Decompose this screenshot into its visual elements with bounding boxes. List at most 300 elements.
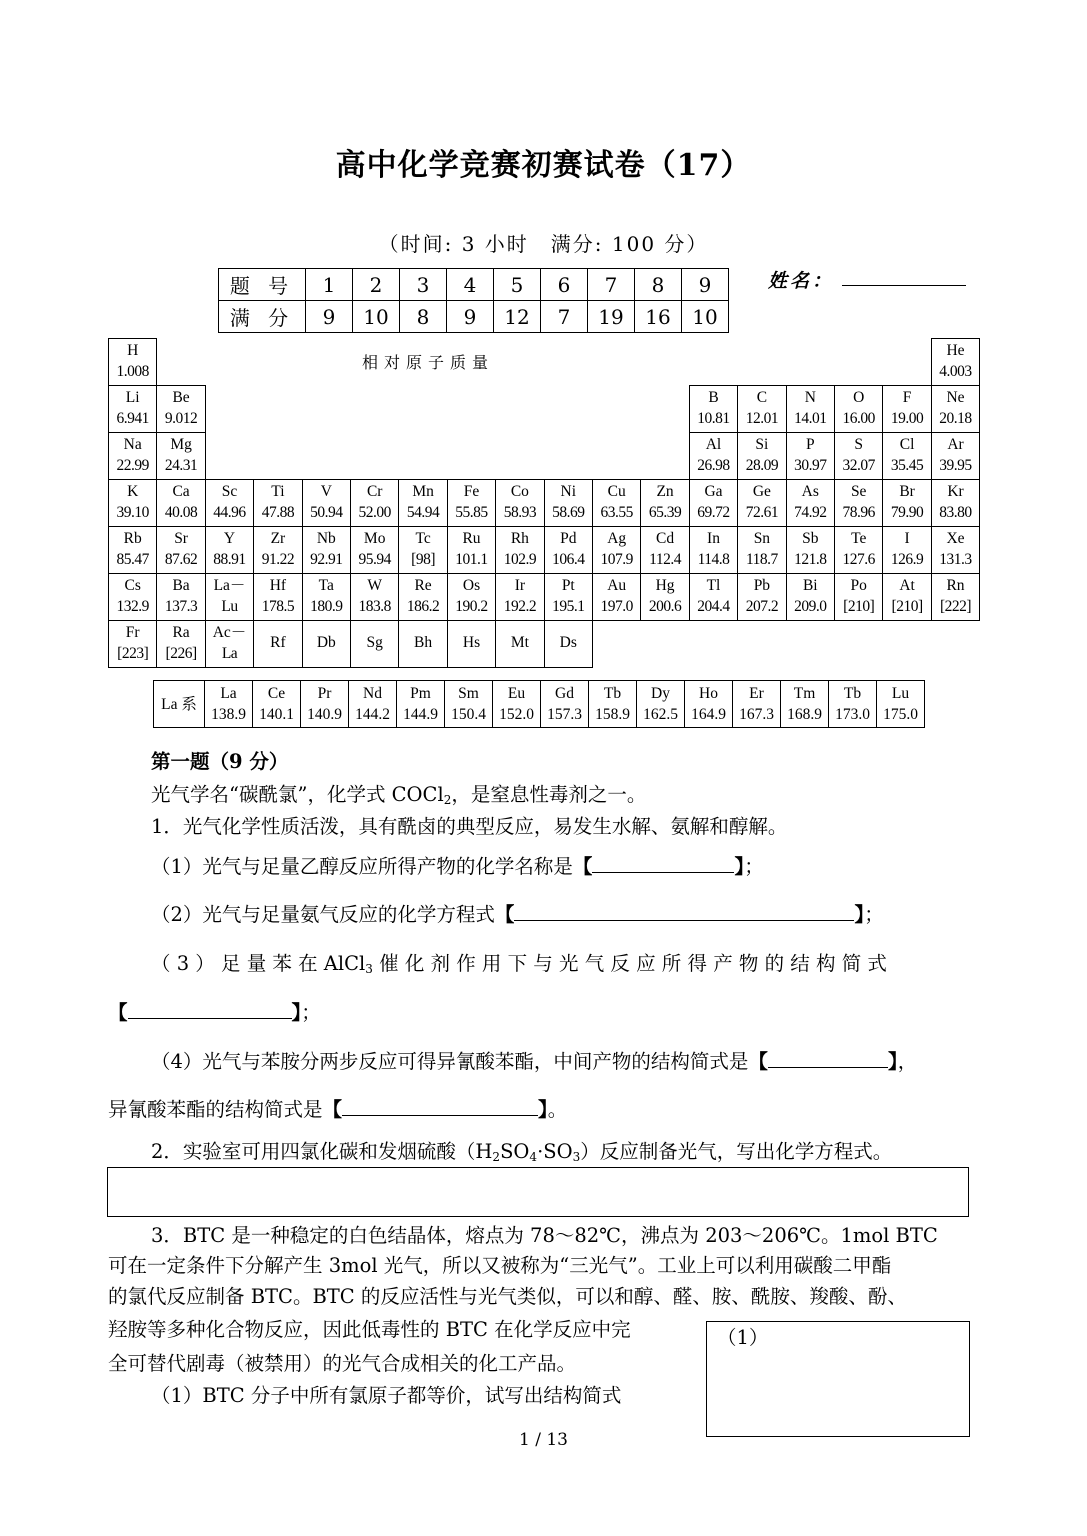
element-cell: [737, 479, 786, 527]
element-symbol: Ho: [699, 685, 718, 702]
element-symbol: Db: [316, 634, 336, 651]
element-symbol: N: [804, 389, 816, 406]
element-symbol: Ir: [514, 577, 526, 594]
element-mass: 95.94: [358, 551, 391, 568]
element-symbol: O: [853, 389, 865, 406]
element-symbol: Po: [850, 577, 867, 594]
element-cell: [592, 479, 641, 527]
question-1-part-1: 1．光气化学性质活泼，具有酰卤的典型反应，易发生水解、氨解和醇解。: [151, 815, 788, 838]
question-1-part-3-line-1: 3．BTC 是一种稳定的白色结晶体，熔点为 78～82℃，沸点为 203～206℃。1mol BTC: [151, 1224, 938, 1247]
element-mass: 157.3: [547, 706, 582, 723]
question-number: 6: [541, 269, 588, 301]
lanthanide-cell: [733, 681, 781, 728]
element-mass: 167.3: [739, 706, 774, 723]
question-1-intro: 光气学名“碳酰氯”，化学式 COCl$_2$，是窒息性毒剂之一。: [151, 783, 647, 807]
element-symbol: Lu: [891, 685, 910, 702]
element-symbol: Ac－: [212, 624, 247, 641]
element-cell: [689, 573, 738, 621]
element-mass: 9.012: [164, 410, 198, 427]
element-cell: [544, 526, 593, 574]
element-symbol: Pm: [410, 685, 431, 702]
score-table: [218, 268, 729, 333]
element-cell: [495, 620, 544, 668]
element-symbol: Ge: [752, 483, 771, 500]
element-symbol: Mn: [412, 483, 434, 500]
element-symbol: Er: [749, 685, 764, 702]
element-symbol: Eu: [507, 685, 526, 702]
element-cell: [302, 526, 351, 574]
element-symbol: Ga: [704, 483, 723, 500]
element-symbol: Nd: [363, 685, 382, 702]
element-symbol: Tb: [603, 685, 622, 702]
element-symbol: Mo: [363, 530, 386, 547]
exam-info: （时间: 3 小时 满分: 100 分）: [378, 232, 709, 256]
element-cell: [495, 526, 544, 574]
sub-question-3: （ 3 ） 足 量 苯 在 AlCl$_3$ 催 化 剂 作 用 下 与 光 气 反 应 所 得 产 物 的 结 构 简 式: [151, 952, 887, 976]
element-cell: [786, 573, 835, 621]
element-mass: 22.99: [116, 457, 149, 474]
element-mass: 102.9: [503, 551, 537, 568]
element-cell: [544, 479, 593, 527]
element-symbol: Tb: [843, 685, 862, 702]
element-symbol: Ti: [271, 483, 285, 500]
question-score: 10: [353, 301, 400, 333]
question-score: 8: [400, 301, 447, 333]
element-symbol: Cd: [656, 530, 675, 547]
lanthanide-cell: [397, 681, 445, 728]
element-symbol: Bi: [802, 577, 818, 594]
element-cell: [156, 573, 205, 621]
name-label: 姓名：: [768, 270, 835, 292]
score-table-row-numbers: [219, 269, 729, 301]
question-1-part-3-line-3: 的氯代反应制备 BTC。BTC 的反应活性与光气类似，可以和醇、醛、胺、酰胺、羧酸、酚、: [108, 1285, 907, 1308]
element-cell: [786, 432, 835, 480]
element-symbol: Si: [755, 436, 769, 453]
sub-question-2: （2）光气与足量氨气反应的化学方程式【 】；: [151, 903, 884, 926]
element-mass: 175.0: [883, 706, 918, 723]
element-mass: 164.9: [691, 706, 726, 723]
element-mass: 127.6: [842, 551, 875, 568]
element-cell: [786, 385, 835, 433]
element-cell: [931, 573, 980, 621]
element-symbol: Kr: [947, 483, 964, 500]
element-symbol: Tc: [415, 530, 431, 547]
element-mass: 10.81: [697, 410, 730, 427]
element-mass: 112.4: [649, 551, 681, 568]
element-cell: [108, 479, 157, 527]
element-symbol: Rh: [510, 530, 529, 547]
element-cell: [495, 479, 544, 527]
element-symbol: At: [899, 577, 915, 594]
element-symbol: He: [946, 342, 965, 359]
element-mass: 20.18: [939, 410, 972, 427]
question-score: 10: [682, 301, 729, 333]
element-cell: [882, 479, 931, 527]
element-mass: 144.9: [403, 706, 438, 723]
element-symbol: Pb: [753, 577, 771, 594]
element-cell: [108, 526, 157, 574]
element-cell: [350, 573, 399, 621]
element-symbol: Sm: [458, 685, 479, 702]
answer-blank-2[interactable]: [514, 904, 854, 921]
element-symbol: Zn: [656, 483, 674, 500]
question-score: 12: [494, 301, 541, 333]
element-symbol: Rb: [123, 530, 142, 547]
element-cell: [640, 526, 689, 574]
element-symbol: Pt: [561, 577, 575, 594]
element-symbol: Ag: [607, 530, 627, 547]
element-mass: 138.9: [211, 706, 246, 723]
question-number: 5: [494, 269, 541, 301]
element-symbol: As: [801, 483, 819, 500]
element-mass: 50.94: [310, 504, 343, 521]
element-symbol: Co: [510, 483, 529, 500]
question-1-part-3-line-2: 可在一定条件下分解产生 3mol 光气，所以又被称为“三光气”。工业上可以利用碳酸二甲酯: [108, 1254, 892, 1277]
lanthanide-cell: [685, 681, 733, 728]
element-mass: 47.88: [261, 504, 295, 521]
element-cell: [108, 573, 157, 621]
element-cell: [786, 479, 835, 527]
element-cell: [495, 573, 544, 621]
element-cell: [156, 620, 205, 668]
element-mass: 30.97: [794, 457, 827, 474]
question-score: 7: [541, 301, 588, 333]
element-cell: [108, 338, 157, 386]
element-symbol: Hf: [269, 577, 287, 594]
lanthanide-cell: [637, 681, 685, 728]
element-cell: [737, 385, 786, 433]
element-mass: [210]: [843, 598, 875, 615]
element-mass: 55.85: [455, 504, 488, 521]
element-symbol: Ca: [172, 483, 190, 500]
element-mass: 204.4: [697, 598, 730, 615]
element-mass: [226]: [165, 645, 197, 662]
element-symbol: W: [367, 577, 383, 594]
lanthanide-label: La 系: [154, 681, 205, 728]
element-mass: 58.93: [503, 504, 537, 521]
element-mass: 140.1: [259, 706, 294, 723]
element-mass: [223]: [117, 645, 149, 662]
element-cell: [931, 338, 980, 386]
element-mass: 150.4: [451, 706, 486, 723]
element-mass: 63.55: [600, 504, 633, 521]
element-symbol: Ra: [172, 624, 190, 641]
element-mass: 91.22: [261, 551, 295, 568]
element-cell: [253, 479, 302, 527]
element-mass: 35.45: [890, 457, 924, 474]
element-mass: 162.5: [643, 706, 678, 723]
answer-blank-4[interactable]: [768, 1051, 888, 1068]
element-symbol: Bh: [414, 634, 433, 651]
element-cell: [156, 526, 205, 574]
element-mass: 74.92: [794, 504, 827, 521]
element-mass: 195.1: [552, 598, 585, 615]
element-mass: 85.47: [116, 551, 149, 568]
lanthanide-cell: [253, 681, 301, 728]
element-mass: 152.0: [499, 706, 534, 723]
element-symbol: Be: [172, 389, 190, 406]
element-symbol: La－: [213, 577, 246, 594]
element-symbol: Fr: [125, 624, 140, 641]
question-number: 7: [588, 269, 635, 301]
element-cell: [108, 432, 157, 480]
element-symbol: Sb: [802, 530, 819, 547]
element-mass: 197.0: [600, 598, 633, 615]
question-1-part-2: 2．实验室可用四氯化碳和发烟硫酸$(H_2SO_4\cdot SO_3)$反应制备光气，写出化学方程式。: [151, 1140, 893, 1164]
element-symbol: Al: [705, 436, 722, 453]
question-number: 8: [635, 269, 682, 301]
answer-blank-5[interactable]: [342, 1099, 538, 1116]
element-cell: [350, 620, 399, 668]
score-table-label: 题 号: [219, 269, 306, 301]
lanthanide-cell: [829, 681, 877, 728]
element-cell: [302, 479, 351, 527]
element-symbol: Ne: [946, 389, 965, 406]
question-1-part-3-line-6: （1）BTC 分子中所有氯原子都等价，试写出结构简式: [151, 1384, 622, 1407]
question-score: 9: [447, 301, 494, 333]
element-cell: [205, 620, 254, 668]
element-cell: [302, 573, 351, 621]
element-cell: [447, 573, 496, 621]
page-title: 高中化学竞赛初赛试卷（17）: [335, 148, 752, 183]
periodic-table: [108, 338, 979, 668]
element-mass: [98]: [411, 551, 435, 568]
element-cell: [640, 479, 689, 527]
element-mass: Lu: [221, 598, 238, 615]
lanthanide-table: [153, 680, 925, 728]
element-symbol: Tm: [793, 685, 816, 702]
element-cell: [931, 479, 980, 527]
element-symbol: Re: [414, 577, 432, 594]
element-cell: [398, 620, 447, 668]
element-cell: [882, 432, 931, 480]
element-mass: 88.91: [213, 551, 246, 568]
sub-question-4: （4）光气与苯胺分两步反应可得异氰酸苯酯，中间产物的结构简式是【 】，: [151, 1050, 918, 1073]
element-mass: 140.9: [307, 706, 342, 723]
element-mass: 209.0: [794, 598, 827, 615]
element-symbol: I: [904, 530, 910, 547]
element-mass: 19.00: [890, 410, 924, 427]
element-cell: [108, 620, 157, 668]
element-cell: [882, 573, 931, 621]
element-mass: 58.69: [552, 504, 585, 521]
element-cell: [350, 479, 399, 527]
question-1-part-3-line-4: 羟胺等多种化合物反应，因此低毒性的 BTC 在化学反应中完: [108, 1318, 631, 1341]
element-mass: 173.0: [835, 706, 870, 723]
element-symbol: Ce: [267, 685, 286, 702]
answer-box-label: （1）: [717, 1326, 769, 1349]
element-symbol: Br: [899, 483, 915, 500]
element-mass: 200.6: [648, 598, 682, 615]
question-number: 3: [400, 269, 447, 301]
element-symbol: Sg: [366, 634, 383, 651]
element-symbol: Pr: [317, 685, 332, 702]
element-cell: [931, 526, 980, 574]
score-table-row-scores: [219, 301, 729, 333]
element-mass: [210]: [891, 598, 923, 615]
element-symbol: H: [127, 342, 139, 359]
element-mass: 28.09: [745, 457, 779, 474]
element-cell: [398, 479, 447, 527]
element-symbol: Ta: [318, 577, 334, 594]
question-number: 1: [306, 269, 353, 301]
element-symbol: Rn: [946, 577, 965, 594]
sub-question-1: （1）光气与足量乙醇反应所得产物的化学名称是【 】；: [151, 855, 764, 878]
question-number: 9: [682, 269, 729, 301]
element-cell: [108, 385, 157, 433]
question-score: 19: [588, 301, 635, 333]
sub-question-3-answer: 【 】；: [108, 1001, 321, 1024]
element-symbol: Sc: [221, 483, 238, 500]
element-cell: [834, 432, 883, 480]
element-symbol: V: [320, 483, 332, 500]
element-mass: 87.62: [164, 551, 198, 568]
element-cell: [737, 573, 786, 621]
name-field[interactable]: [842, 285, 966, 286]
element-mass: 6.941: [116, 410, 149, 427]
element-mass: 118.7: [745, 551, 778, 568]
element-symbol: Mt: [510, 634, 529, 651]
element-mass: 78.96: [842, 504, 875, 521]
element-mass: 168.9: [787, 706, 822, 723]
element-mass: 39.95: [939, 457, 972, 474]
element-mass: 114.8: [697, 551, 730, 568]
element-mass: 190.2: [455, 598, 488, 615]
lanthanide-cell: [445, 681, 493, 728]
element-mass: 158.9: [595, 706, 630, 723]
element-cell: [834, 385, 883, 433]
element-symbol: Cu: [607, 483, 626, 500]
lanthanide-cell: [349, 681, 397, 728]
lanthanide-cell: [541, 681, 589, 728]
lanthanide-cell: [877, 681, 925, 728]
element-mass: 16.00: [842, 410, 875, 427]
element-symbol: Ar: [947, 436, 964, 453]
element-cell: [640, 573, 689, 621]
element-symbol: Mg: [170, 436, 192, 453]
element-cell: [253, 526, 302, 574]
element-symbol: In: [707, 530, 720, 547]
element-cell: [834, 479, 883, 527]
element-cell: [447, 620, 496, 668]
element-mass: 126.9: [890, 551, 924, 568]
element-cell: [205, 526, 254, 574]
question-score: 9: [306, 301, 353, 333]
element-cell: [447, 479, 496, 527]
element-mass: 180.9: [310, 598, 343, 615]
question-number: 4: [447, 269, 494, 301]
element-symbol: Ni: [560, 483, 577, 500]
element-mass: La: [221, 645, 238, 662]
element-symbol: C: [756, 389, 768, 406]
element-cell: [689, 526, 738, 574]
element-symbol: Zr: [270, 530, 286, 547]
element-cell: [737, 526, 786, 574]
element-mass: 131.3: [939, 551, 972, 568]
answer-box-equation[interactable]: [107, 1167, 969, 1217]
element-symbol: Os: [462, 577, 481, 594]
element-cell: [786, 526, 835, 574]
element-mass: 186.2: [406, 598, 440, 615]
element-cell: [689, 432, 738, 480]
element-cell: [253, 620, 302, 668]
question-score: 16: [635, 301, 682, 333]
element-symbol: Te: [851, 530, 867, 547]
element-symbol: Tl: [706, 577, 721, 594]
score-table-label: 满 分: [219, 301, 306, 333]
element-cell: [592, 526, 641, 574]
element-mass: 137.3: [164, 598, 198, 615]
element-cell: [834, 573, 883, 621]
element-cell: [544, 573, 593, 621]
element-mass: 121.8: [794, 551, 827, 568]
element-mass: 183.8: [358, 598, 391, 615]
element-symbol: Cl: [899, 436, 915, 453]
page-number: 1 / 13: [519, 1430, 568, 1450]
periodic-table-label: 相对原子质量: [362, 353, 495, 372]
element-symbol: S: [854, 436, 863, 453]
element-cell: [350, 526, 399, 574]
element-cell: [689, 479, 738, 527]
element-cell: [882, 385, 931, 433]
element-symbol: La: [220, 685, 237, 702]
element-mass: 207.2: [745, 598, 779, 615]
element-symbol: Y: [223, 530, 236, 547]
element-cell: [156, 385, 205, 433]
element-cell: [834, 526, 883, 574]
element-cell: [447, 526, 496, 574]
element-cell: [205, 479, 254, 527]
element-mass: 52.00: [358, 504, 391, 521]
element-symbol: Au: [607, 577, 627, 594]
element-mass: 72.61: [745, 504, 779, 521]
element-symbol: Cs: [124, 577, 141, 594]
element-mass: 69.72: [697, 504, 730, 521]
element-cell: [156, 432, 205, 480]
element-mass: 39.10: [116, 504, 149, 521]
element-mass: 83.80: [939, 504, 972, 521]
element-symbol: Hs: [462, 634, 481, 651]
element-symbol: Ba: [172, 577, 190, 594]
element-mass: 14.01: [794, 410, 827, 427]
element-cell: [302, 620, 351, 668]
sub-question-4b: 异氰酸苯酯的结构简式是【 】。: [108, 1098, 568, 1121]
element-symbol: Ru: [462, 530, 481, 547]
element-cell: [592, 573, 641, 621]
element-mass: 54.94: [406, 504, 440, 521]
element-mass: 65.39: [648, 504, 682, 521]
element-mass: 106.4: [552, 551, 585, 568]
element-mass: 40.08: [164, 504, 198, 521]
element-symbol: Rf: [270, 634, 286, 651]
question-1-heading: 第一题（9 分）: [151, 750, 289, 773]
element-cell: [737, 432, 786, 480]
element-mass: 12.01: [745, 410, 779, 427]
answer-box-structure[interactable]: [706, 1321, 970, 1437]
answer-blank-1[interactable]: [592, 856, 734, 873]
element-symbol: Dy: [651, 685, 670, 702]
element-symbol: B: [708, 389, 719, 406]
element-mass: 32.07: [842, 457, 875, 474]
element-symbol: P: [805, 436, 815, 453]
element-symbol: Sr: [174, 530, 188, 547]
element-cell: [544, 620, 593, 668]
element-mass: [222]: [939, 598, 972, 615]
element-cell: [205, 573, 254, 621]
answer-blank-3[interactable]: [128, 1002, 292, 1019]
element-symbol: Hg: [655, 577, 675, 594]
lanthanide-cell: [493, 681, 541, 728]
